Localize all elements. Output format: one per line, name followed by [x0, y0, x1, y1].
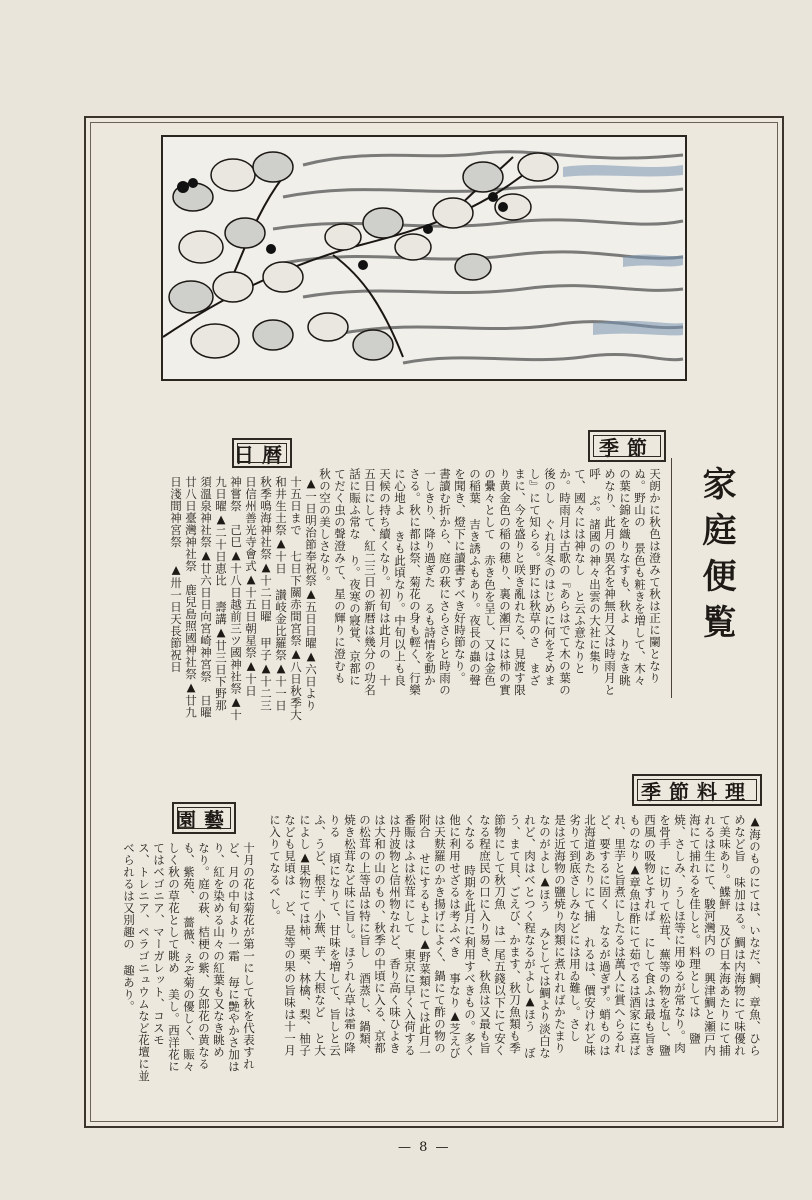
page-number: — 8 — — [398, 1140, 451, 1155]
seasonal-cooking-text: ▲海のものにては、いなだ、鯛、章魚、ひらめなど旨 味加はる。鯛は内海物にて味優れて美味あり。鰈鮃 及び日本海あたりにて捕れるは生にて、駿河灣内の 興津鯛と瀬戸内海にて捕れるを佳しと。料理としては 鹽焼、さしみ、うしほ等に用ゆるが常なり。肉を骨手 に切りて松茸、蕪等の物を塩し、鹽西風の吸物とすれば にして食ふは最も旨きものなり▲章魚は酢にて茹でるは酒家に喜ば れ、里芋と旨煮にしたるは萬人に賞へらるれど、要するに固く なるが過ぎず。蛸ものは北海道あたりにて捕 れるは、價安けれど味劣りて到底さしみなどには用ゐ難し。さし 是は近海物の鹽焼り肉類に煮れればかたまりなのがよし▲ほう みとしては鯛より淡白なれど、肉はべとつく程なるがよし▲ほう ぼう、まて貝、ごえび、かます、秋刀魚類も季節物にして秋刀魚 は一尾五錢以下にて安くなる程庶民の口に入り易き、秋魚は又最も旨くなる 時期を此月に利用すべきもの。多く他に利用せざるは考ふべき 事なり▲芝えびは天麩羅のかき揚げによく、鍋にて酢の物の附合 せにするもよし▲野菜類にては此月一番賑はふは松茸にして 東京に早く入荷するは丹波物と信州物なれど、香り高く味ひよき は大和の山のもの、秋季の中頃に入る、京都の松茸の上等品は特に旨し 酒蒸し、鍋類、焼き松茸など味に旨し。ほうれん草は霜の降りる 頃になりて、甘味を増して、旨しと云ふ、うど、根芋、小蕪、芋、大根など と大によし▲果物にては柿、栗、林檎、梨、柚子なども見頃は ど、是等の果の旨味は十一月に入りてなるべし。 — [268, 814, 762, 1059]
gardening-text: 十月の花は菊花が第一にして秋を代表すれど、月の中旬より一霜 毎に艶やかさ加はり、紅を染める山々の紅葉も又なき眺め なり。庭の萩、桔梗の紫、女郎花の黄なるも、紫苑、 薔薇、えぞ菊の優しく、賑々しく秋の草花として眺め 美し。西洋花にてはベゴニア、マーガレット、コスモ ス、トレニア、ペラゴニュウムなど花壇に並べられるは又別趣の 趣あり。 — [122, 842, 256, 1082]
seasonal-cooking-heading: 季節料理 — [632, 774, 762, 806]
calendar-heading: 日暦 — [232, 438, 292, 468]
season-heading: 季節 — [588, 430, 666, 462]
calendar-text: ▲一日明治節奉祝祭▲五日日曜▲六日より十五日まで 七日下關赤間宮祭▲八日秋季大和井生土祭▲十日 讃岐金比羅祭▲十一日秋季鳴海神社祭▲十二日曜 甲子▲十二三日信州善光寺會式▲十五日朝星祭▲十日 神嘗祭 己巳▲十八日越前三ツ國神社祭▲十九日曜▲二十日恵比 壽講▲廿三日下野那須溫泉神社祭▲廿六日日向宮崎神宮祭 日曜 廿八日臺灣神社祭 鹿兒島照國神社祭▲廿九日淺間神宮祭 ▲卅一日天長節祝日 — [169, 476, 318, 721]
season-text: 天朗かに秋色は澄みて秋は正に闌となりぬ。野山の 景色も粧きを増して、木々の葉に錦を織りなすも、秋よ りなき眺めなり、此月の異名を神無月又は時雨月と呼 ぶ。諸國の神々出雲の大社に集りて、國々には神なし と云ふ意なりとか。時雨月は古歌の『あらはでて木の葉の後のし ぐれ月冬のはじめに何をそめまし』にて知らる。野には秋草のさ まざまに、今を盛りと咲き亂れたる、見渡す限り黄金色の稲の穂り、裏の瀬戸には柿の實の纍々として 赤き色を呈し、又は金色の稲葉 吉き誘ふもあり。夜長の蟲の聲を聞き、燈下に讀書すべき好時節なり。 書讀む折から、庭の萩にさらさらと時雨の一しきり、降り過ぎた るも詩情を動かさる。秋に都は祭、菊花の身も輕く、行樂に心地よ きも此頃なり。中旬以上も良天候の持ち續くなり。初旬は此月の 十五日にして、紅二三日の新暦は幾分の功名話に賑ふ常な り。夜寒の寢覚、京都にてだく虫の聲澄みて、星の輝りに澄むも 秋の空の美しさなり。 — [318, 468, 662, 696]
column-divider — [671, 458, 672, 698]
page-title: 家庭便覧 — [696, 466, 736, 650]
autumn-leaves-illustration — [161, 135, 687, 381]
gardening-heading: 園藝 — [172, 802, 236, 834]
leaf-branch-icon — [163, 137, 687, 381]
